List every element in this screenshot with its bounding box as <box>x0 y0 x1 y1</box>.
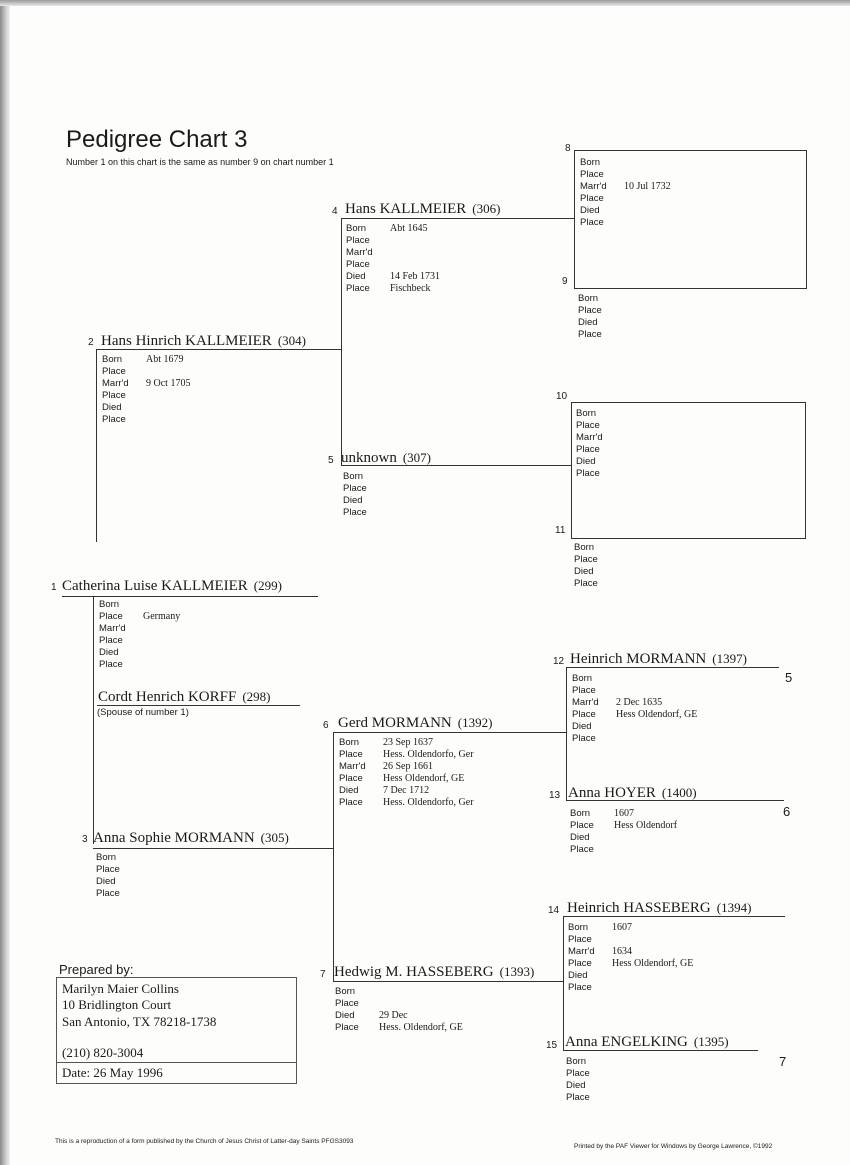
person-5-events <box>343 471 387 519</box>
event-row <box>566 1068 610 1080</box>
event-label: Died <box>570 832 590 843</box>
event-label: Place <box>572 709 596 720</box>
person-11-events <box>574 542 618 590</box>
event-label: Died <box>578 317 598 328</box>
event-row <box>343 507 387 519</box>
p1-underline <box>62 596 318 597</box>
event-label: Born <box>96 852 117 863</box>
event-row <box>574 554 618 566</box>
event-row <box>343 483 387 495</box>
event-label: Place <box>99 659 123 670</box>
event-label: Died <box>580 205 600 216</box>
event-row <box>572 673 697 685</box>
event-label: Place <box>102 390 126 401</box>
event-label: Marr'd <box>99 623 126 634</box>
event-label: Marr'd <box>339 761 366 772</box>
event-label: Place <box>574 554 598 565</box>
event-value: 26 Sep 1661 <box>383 761 433 772</box>
event-label: Died <box>102 402 122 413</box>
connector-3-to-6-7 <box>333 732 334 981</box>
person-1-events <box>99 599 180 671</box>
event-row <box>96 888 140 900</box>
event-row <box>99 599 180 611</box>
event-row <box>99 611 180 623</box>
event-label: Born <box>578 293 599 304</box>
event-label: Place <box>102 366 126 377</box>
person-1-name <box>62 578 282 594</box>
person-3-events <box>96 852 140 900</box>
event-row <box>96 864 140 876</box>
event-row <box>572 697 697 709</box>
event-row <box>102 354 190 366</box>
continuation-chart-number: 7 <box>779 1054 787 1069</box>
event-value: Hess Oldendorf, GE <box>616 709 698 720</box>
event-row <box>102 414 190 426</box>
person-id: (1395) <box>693 1034 729 1049</box>
event-row <box>99 635 180 647</box>
event-row <box>102 390 190 402</box>
preparer-address-line-2: San Antonio, TX 78218-1738 <box>62 1014 217 1029</box>
event-label: Place <box>343 483 367 494</box>
event-value: 1607 <box>612 922 632 933</box>
person-4-name <box>345 201 500 217</box>
connector-1-to-2-3 <box>93 596 94 844</box>
event-row <box>574 542 618 554</box>
event-value: Hess Oldendorf, GE <box>612 958 694 969</box>
event-value: 29 Dec <box>379 1010 408 1021</box>
event-row <box>570 820 677 832</box>
event-row <box>568 934 693 946</box>
p14-underline <box>563 916 785 917</box>
event-row <box>339 761 474 773</box>
event-label: Place <box>574 578 598 589</box>
event-row <box>335 1022 463 1034</box>
connector-6-to-12-13 <box>566 667 567 800</box>
event-label: Born <box>566 1056 587 1067</box>
person-id: (298) <box>242 689 271 704</box>
event-row <box>96 876 140 888</box>
preparer-name: Marilyn Maier Collins <box>62 981 179 996</box>
event-row <box>580 181 671 193</box>
event-label: Place <box>572 733 596 744</box>
event-label: Died <box>574 566 594 577</box>
event-value: 2 Dec 1635 <box>616 697 663 708</box>
person-number: 11 <box>555 525 566 536</box>
event-label: Marr'd <box>346 247 373 258</box>
person-13-events <box>570 808 677 856</box>
event-label: Marr'd <box>580 181 607 192</box>
prepared-by-label: Prepared by: <box>59 962 134 977</box>
event-label: Place <box>339 773 363 784</box>
event-row <box>578 293 622 305</box>
person-9-events <box>578 293 622 341</box>
person-name: Gerd MORMANN <box>338 715 452 731</box>
person-15-events <box>566 1056 610 1104</box>
person-number: 13 <box>549 790 561 801</box>
event-label: Died <box>99 647 119 658</box>
person-12-events <box>572 673 697 745</box>
event-row <box>335 986 463 998</box>
event-row <box>566 1092 610 1104</box>
event-row <box>570 844 677 856</box>
person-number: 4 <box>332 206 338 217</box>
person-4-events <box>346 223 440 295</box>
event-value: Germany <box>143 611 181 622</box>
event-label: Place <box>580 193 604 204</box>
event-label: Place <box>568 958 592 969</box>
person-number: 2 <box>88 337 94 348</box>
event-row <box>578 317 622 329</box>
event-label: Died <box>339 785 359 796</box>
event-label: Place <box>578 305 602 316</box>
event-row <box>346 223 440 235</box>
spouse-name <box>98 689 271 705</box>
event-label: Place <box>335 998 359 1009</box>
event-label: Died <box>576 456 596 467</box>
person-name: Hans Hinrich KALLMEIER <box>101 333 272 349</box>
person-7-name <box>334 964 534 980</box>
event-row <box>568 946 693 958</box>
event-row <box>102 378 190 390</box>
chart-subtitle: Number 1 on this chart is the same as number 9 on chart number 1 <box>66 157 334 167</box>
person-number: 12 <box>553 656 565 667</box>
event-label: Born <box>572 673 593 684</box>
event-label: Born <box>343 471 364 482</box>
event-label: Died <box>572 721 592 732</box>
person-2-events <box>102 354 190 426</box>
person-id: (1394) <box>716 900 752 915</box>
event-label: Place <box>568 934 592 945</box>
event-label: Place <box>578 329 602 340</box>
event-row <box>346 283 440 295</box>
event-row <box>568 922 693 934</box>
person-number: 9 <box>562 276 568 287</box>
event-row <box>346 235 440 247</box>
spouse-underline <box>97 705 300 706</box>
person-2-name <box>101 333 306 349</box>
event-row <box>102 402 190 414</box>
person-id: (1397) <box>712 651 747 666</box>
person-number: 1 <box>51 582 57 593</box>
event-row <box>576 468 620 480</box>
person-14-events <box>568 922 693 994</box>
event-row <box>574 566 618 578</box>
event-row <box>566 1080 610 1092</box>
event-label: Born <box>339 737 360 748</box>
event-label: Died <box>343 495 363 506</box>
person-7-events <box>335 986 463 1034</box>
event-value: Hess Oldendorf, GE <box>383 773 465 784</box>
event-row <box>576 408 620 420</box>
event-label: Place <box>580 217 604 228</box>
p12-underline <box>566 667 779 668</box>
p2-underline <box>96 349 341 350</box>
event-value: 23 Sep 1637 <box>383 737 433 748</box>
event-label: Marr'd <box>572 697 599 708</box>
event-value: 9 Oct 1705 <box>146 378 191 389</box>
person-name: Heinrich HASSEBERG <box>567 900 711 916</box>
event-row <box>339 785 474 797</box>
event-label: Died <box>96 876 116 887</box>
event-label: Place <box>576 468 600 479</box>
event-row <box>576 456 620 468</box>
event-label: Place <box>572 685 596 696</box>
person-id: (306) <box>472 201 501 216</box>
event-row <box>99 647 180 659</box>
person-id: (304) <box>277 333 306 348</box>
continuation-chart-number: 6 <box>783 804 791 819</box>
event-row <box>576 420 620 432</box>
event-label: Place <box>339 749 363 760</box>
person-id: (307) <box>402 450 432 465</box>
scan-shadow-top <box>0 0 850 6</box>
person-name: Cordt Henrich KORFF <box>98 689 237 705</box>
event-label: Marr'd <box>568 946 595 957</box>
event-value: Hess. Oldendorf, GE <box>379 1022 463 1033</box>
event-row <box>566 1056 610 1068</box>
event-label: Place <box>580 169 604 180</box>
person-number: 3 <box>82 834 88 845</box>
event-label: Died <box>335 1010 355 1021</box>
footer-form-notice: This is a reproduction of a form published by the Church of Jesus Christ of Latter-day Saints PFGS3093 <box>55 1138 354 1145</box>
event-row <box>580 193 671 205</box>
event-label: Place <box>568 982 592 993</box>
person-number: 7 <box>320 969 326 980</box>
event-value: 1607 <box>614 808 634 819</box>
event-label: Born <box>99 599 120 610</box>
event-row <box>580 217 671 229</box>
event-row <box>572 733 697 745</box>
person-id: (1392) <box>457 715 493 730</box>
event-row <box>339 773 474 785</box>
person-name: unknown <box>341 450 397 466</box>
event-label: Place <box>99 635 123 646</box>
event-row <box>572 709 697 721</box>
event-row <box>568 958 693 970</box>
person-13-name <box>568 785 697 801</box>
event-row <box>99 623 180 635</box>
person-number: 10 <box>556 391 568 402</box>
person-id: (305) <box>260 830 289 845</box>
person-6-events <box>339 737 474 809</box>
p15-underline <box>563 1050 758 1051</box>
event-label: Place <box>576 420 600 431</box>
event-row <box>570 832 677 844</box>
event-label: Place <box>570 844 594 855</box>
event-label: Born <box>574 542 595 553</box>
event-label: Place <box>570 820 594 831</box>
person-14-name <box>567 900 751 916</box>
person-id: (1393) <box>499 964 535 979</box>
continuation-chart-number: 5 <box>785 670 793 685</box>
event-value: 10 Jul 1732 <box>624 181 671 192</box>
event-row <box>568 982 693 994</box>
person-8-events <box>580 157 671 229</box>
person-name: Heinrich MORMANN <box>570 651 707 667</box>
person-name: Hans KALLMEIER <box>345 201 467 217</box>
event-row <box>343 471 387 483</box>
event-row <box>576 432 620 444</box>
person-name: Anna Sophie MORMANN <box>93 830 255 846</box>
event-label: Born <box>102 354 123 365</box>
person-name: Anna ENGELKING <box>565 1034 688 1050</box>
event-label: Place <box>339 797 363 808</box>
connector-p2-down <box>96 349 97 542</box>
date-divider <box>57 1062 296 1063</box>
event-row <box>343 495 387 507</box>
event-value: Fischbeck <box>390 283 431 294</box>
scan-shadow-left <box>0 0 10 1165</box>
prepared-date: Date: 26 May 1996 <box>62 1065 163 1080</box>
event-value: 7 Dec 1712 <box>383 785 430 796</box>
person-number: 14 <box>548 905 560 916</box>
event-label: Place <box>346 283 370 294</box>
person-3-name <box>93 830 289 846</box>
event-row <box>576 444 620 456</box>
event-row <box>346 259 440 271</box>
p7-underline <box>333 981 563 982</box>
preparer-phone: (210) 820-3004 <box>62 1045 144 1060</box>
person-name: Hedwig M. HASSEBERG <box>334 964 494 980</box>
connector-2-to-4-5 <box>341 218 342 465</box>
event-row <box>572 721 697 733</box>
person-6-name <box>338 715 492 731</box>
event-label: Marr'd <box>102 378 129 389</box>
event-row <box>339 737 474 749</box>
event-label: Place <box>99 611 123 622</box>
event-row <box>580 169 671 181</box>
event-label: Place <box>343 507 367 518</box>
event-row <box>570 808 677 820</box>
event-value: Hess. Oldendorfo, Ger <box>383 797 474 808</box>
spouse-note: (Spouse of number 1) <box>97 707 189 718</box>
event-label: Marr'd <box>576 432 603 443</box>
person-number: 5 <box>328 455 334 466</box>
event-label: Place <box>576 444 600 455</box>
event-value: 14 Feb 1731 <box>390 271 440 282</box>
event-value: Hess Oldendorf <box>614 820 678 831</box>
event-label: Place <box>335 1022 359 1033</box>
prepared-by-box <box>56 977 297 1084</box>
person-name: Catherina Luise KALLMEIER <box>62 578 248 594</box>
event-value: Abt 1679 <box>146 354 184 365</box>
person-name: Anna HOYER <box>568 785 656 801</box>
event-label: Born <box>346 223 367 234</box>
connector-7-to-14-15 <box>563 916 564 1050</box>
p3-underline <box>93 848 333 849</box>
event-value: 1634 <box>612 946 632 957</box>
event-label: Place <box>102 414 126 425</box>
event-label: Died <box>566 1080 586 1091</box>
event-row <box>572 685 697 697</box>
person-10-events <box>576 408 620 480</box>
event-row <box>580 157 671 169</box>
person-15-name <box>565 1034 729 1050</box>
event-label: Died <box>568 970 588 981</box>
preparer-address-line-1: 10 Bridlington Court <box>62 997 172 1012</box>
p4-underline <box>341 218 574 219</box>
person-number: 15 <box>546 1040 558 1051</box>
event-label: Place <box>566 1068 590 1079</box>
event-label: Born <box>570 808 591 819</box>
person-12-name <box>570 651 747 667</box>
event-label: Died <box>346 271 366 282</box>
event-label: Place <box>96 864 120 875</box>
event-label: Born <box>576 408 597 419</box>
event-row <box>335 998 463 1010</box>
event-row <box>568 970 693 982</box>
event-row <box>578 329 622 341</box>
event-label: Place <box>96 888 120 899</box>
event-row <box>346 247 440 259</box>
event-row <box>574 578 618 590</box>
person-5-name <box>341 450 431 466</box>
event-row <box>339 749 474 761</box>
event-label: Born <box>335 986 356 997</box>
person-number: 8 <box>565 143 571 154</box>
event-row <box>339 797 474 809</box>
footer-printed-by: Printed by the PAF Viewer for Windows by George Lawrence, ©1992 <box>574 1143 773 1150</box>
chart-title: Pedigree Chart 3 <box>66 126 248 153</box>
person-id: (299) <box>253 578 282 593</box>
event-value: Abt 1645 <box>390 223 428 234</box>
event-row <box>99 659 180 671</box>
event-row <box>578 305 622 317</box>
event-value: Hess. Oldendorfo, Ger <box>383 749 474 760</box>
event-row <box>346 271 440 283</box>
event-label: Place <box>346 259 370 270</box>
event-row <box>580 205 671 217</box>
event-row <box>102 366 190 378</box>
event-label: Born <box>580 157 601 168</box>
person-id: (1400) <box>661 785 697 800</box>
event-row <box>96 852 140 864</box>
p6-underline <box>333 732 566 733</box>
event-label: Place <box>566 1092 590 1103</box>
person-number: 6 <box>323 720 329 731</box>
event-label: Born <box>568 922 589 933</box>
event-row <box>335 1010 463 1022</box>
event-label: Place <box>346 235 370 246</box>
